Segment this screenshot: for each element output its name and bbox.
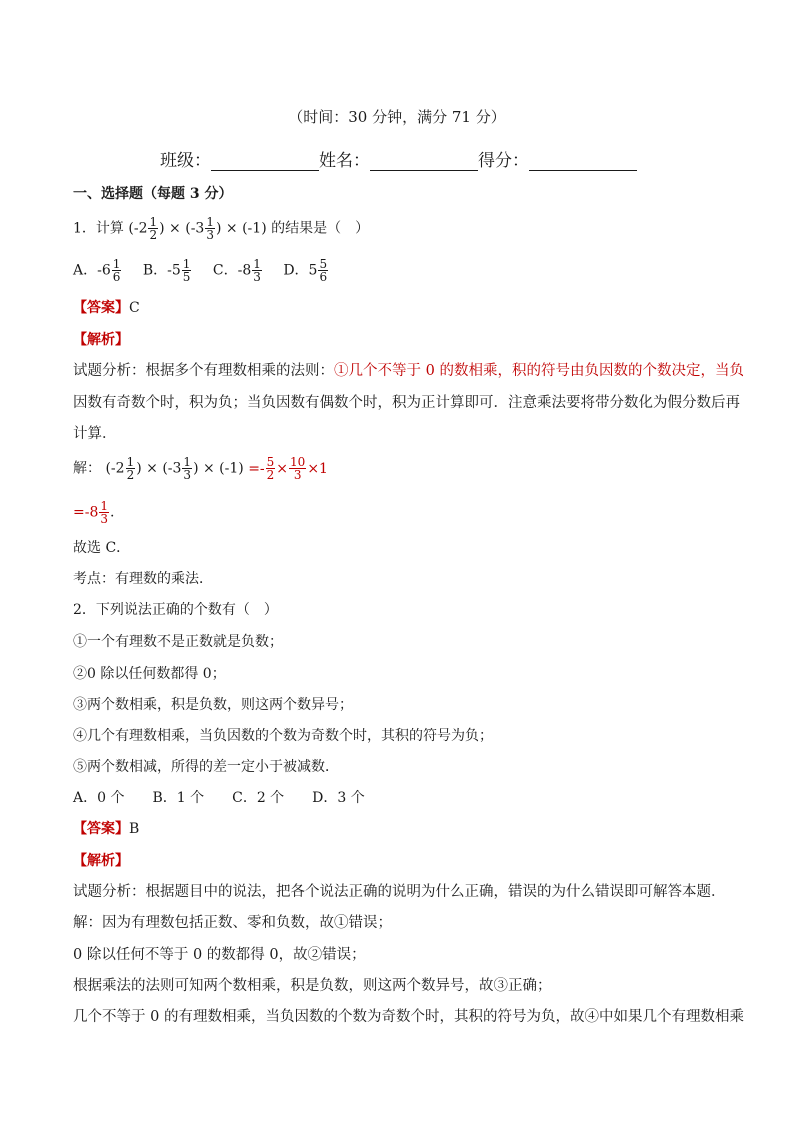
q1-analysis-line1: 试题分析：根据多个有理数相乘的法则：①几个不等于 0 的数相乘，积的符号由负因数的个数决定，当负: [73, 363, 744, 379]
q1-choose: 故选 C．: [73, 540, 131, 556]
q2-solution-2: 0 除以任何不等于 0 的数都得 0，故②错误；: [73, 947, 366, 963]
q1-analysis-tag: 【解析】: [73, 332, 129, 348]
q2-stem: 2．下列说法正确的个数有（ ）: [73, 602, 278, 618]
score-label: 得分：: [478, 151, 529, 171]
q1-solution-line1: 解： (-2 $\frac{1}{2}$ ) × (-3 $\frac{1}{3}$ ) × (-1) =- $\frac{5}{2}$ × $\frac{10}{3}$ ×1: [73, 455, 328, 482]
q2-item-1: ①一个有理数不是正数就是负数；: [73, 634, 283, 650]
q1-answer: 【答案】C: [73, 300, 140, 316]
class-label: 班级：: [160, 151, 211, 171]
score-blank[interactable]: [529, 152, 637, 171]
fraction: $\frac{1}{3}$: [206, 215, 214, 242]
q1-kaodian: 考点：有理数的乘法．: [73, 571, 213, 587]
q2-answer: 【答案】B: [73, 821, 140, 837]
q2-solution-3: 根据乘法的法则可知两个数相乘，积是负数，则这两个数异号，故③正确；: [73, 978, 552, 994]
q1-analysis-line2: 因数有奇数个时，积为负；当负因数有偶数个时，积为正计算即可．注意乘法要将带分数化为假分数后再: [73, 395, 740, 411]
q2-item-4: ④几个有理数相乘，当负因数的个数为奇数个时，其积的符号为负；: [73, 728, 493, 744]
q2-item-5: ⑤两个数相减，所得的差一定小于被减数．: [73, 759, 339, 775]
q2-item-2: ②0 除以任何数都得 0；: [73, 666, 226, 682]
class-blank[interactable]: [211, 152, 319, 171]
fraction: $\frac{1}{2}$: [149, 215, 158, 242]
q2-solution-4: 几个不等于 0 的有理数相乘，当负因数的个数为奇数个时，其积的符号为负，故④中如果几个有理数相乘: [73, 1009, 744, 1025]
q2-analysis: 试题分析：根据题目中的说法，把各个说法正确的说明为什么正确，错误的为什么错误即可解答本题．: [73, 884, 726, 900]
q2-solution-1: 解：因为有理数包括正数、零和负数，故①错误；: [73, 915, 392, 931]
name-label: 姓名：: [319, 151, 370, 171]
q1-solution-line2: =-8 $\frac{1}{3}$ .: [73, 499, 115, 526]
q1-stem: 1．计算 (-2 $\frac{1}{2}$ ) × (-3 $\frac{1}{3}$ ) × (-1) 的结果是（ ）: [73, 215, 370, 242]
exam-time-line: （时间：30 分钟，满分 71 分）: [288, 108, 506, 126]
q2-item-3: ③两个数相乘，积是负数，则这两个数异号；: [73, 697, 353, 713]
section-title: 一、选择题（每题 3 分）: [73, 186, 233, 202]
student-info-line: [160, 146, 637, 171]
name-blank[interactable]: [370, 152, 478, 171]
q1-analysis-line3: 计算．: [73, 426, 117, 442]
q1-options: A．-6 $\frac{1}{6}$ B．-5 $\frac{1}{5}$ C．-8 $\frac{1}{3}$ D．5 $\frac{5}{6}$: [73, 257, 328, 284]
q2-analysis-tag: 【解析】: [73, 853, 129, 869]
q2-options: A．0 个 B．1 个 C．2 个 D．3 个: [73, 790, 365, 806]
